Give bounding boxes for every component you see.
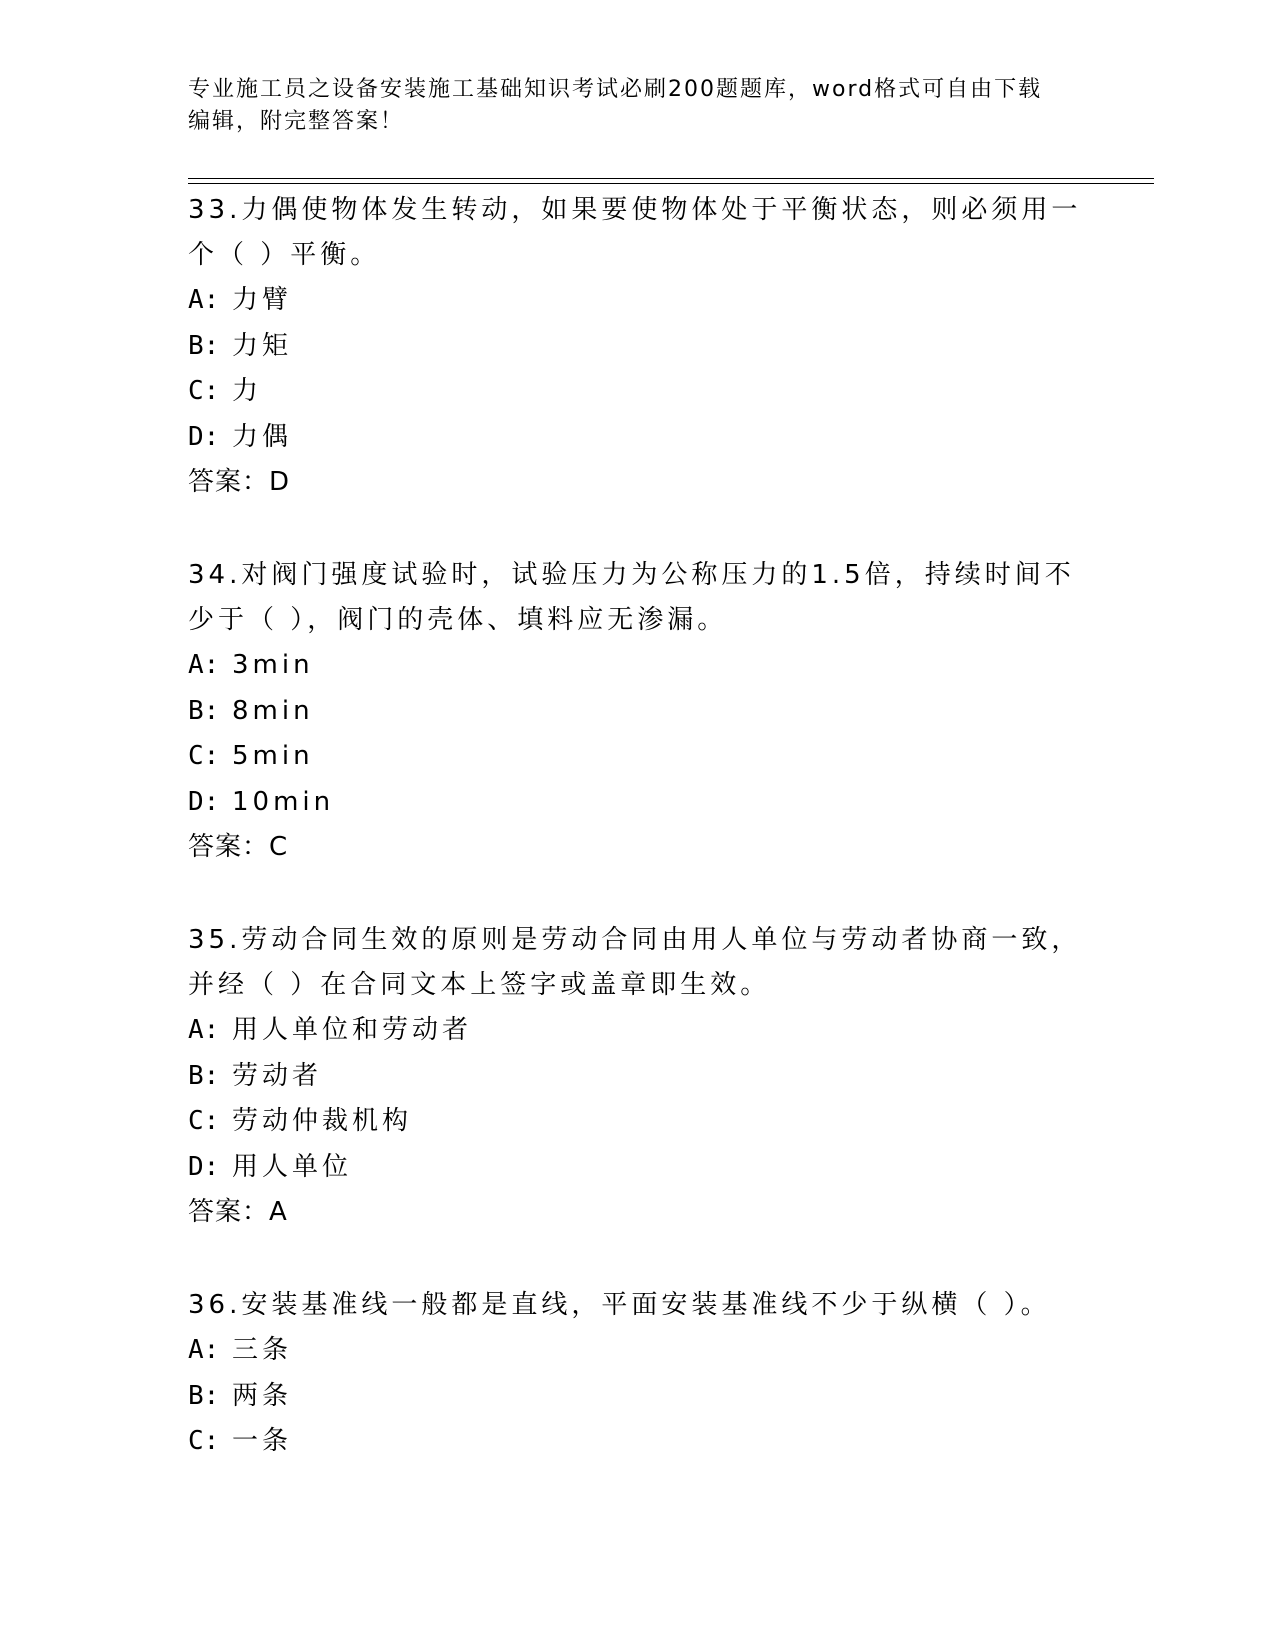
- option-text: 两条: [232, 1380, 293, 1411]
- option-letter: A:: [188, 1015, 220, 1045]
- option-text: 力臂: [232, 285, 293, 315]
- option-letter: C:: [188, 1426, 220, 1456]
- option-text: 3min: [232, 650, 314, 680]
- option-d: [188, 780, 1088, 826]
- option-text: 劳动仲裁机构: [232, 1106, 413, 1136]
- question-34: [188, 553, 1088, 870]
- option-letter: C:: [188, 376, 220, 406]
- option-c: [188, 734, 1088, 780]
- option-letter: B:: [188, 695, 220, 726]
- answer-line: 答案：D: [188, 467, 291, 497]
- answer-line: 答案：C: [188, 832, 289, 862]
- header-divider-top: [188, 178, 1154, 179]
- question-36: [188, 1283, 1088, 1465]
- option-c: [188, 1099, 1088, 1145]
- option-text: 劳动者: [232, 1060, 323, 1091]
- option-text: 力偶: [232, 421, 293, 452]
- header-title-line-2: 编辑，附完整答案！: [188, 109, 405, 134]
- option-text: 用人单位和劳动者: [232, 1015, 473, 1045]
- option-c: [188, 369, 1088, 415]
- question-stem: 34.对阀门强度试验时，试验压力为公称压力的1.5倍，持续时间不少于（ ），阀门的壳体、填料应无渗漏。: [188, 560, 1075, 635]
- option-letter: C:: [188, 741, 220, 771]
- option-letter: D:: [188, 786, 220, 817]
- question-35: [188, 918, 1088, 1235]
- option-a: [188, 1008, 1088, 1054]
- option-text: 三条: [232, 1335, 293, 1365]
- question-stem: 33.力偶使物体发生转动，如果要使物体处于平衡状态，则必须用一个（ ）平衡。: [188, 195, 1082, 270]
- option-letter: C:: [188, 1106, 220, 1136]
- option-b: [188, 689, 1088, 735]
- option-text: 8min: [232, 695, 314, 726]
- option-letter: B:: [188, 330, 220, 361]
- option-letter: B:: [188, 1060, 220, 1091]
- option-letter: B:: [188, 1380, 220, 1411]
- option-letter: D:: [188, 421, 220, 452]
- option-a: [188, 278, 1088, 324]
- option-text: 力: [232, 376, 263, 406]
- option-text: 力矩: [232, 330, 293, 361]
- option-c: [188, 1419, 1088, 1465]
- header-title-line-1: 专业施工员之设备安装施工基础知识考试必刷200题题库，word格式可自由下载: [188, 77, 1043, 102]
- answer-line: 答案：A: [188, 1197, 288, 1227]
- option-letter: A:: [188, 650, 220, 680]
- question-stem: 36.安装基准线一般都是直线，平面安装基准线不少于纵横（ ）。: [188, 1290, 1051, 1320]
- header-divider-bottom: [188, 183, 1154, 184]
- option-letter: A:: [188, 285, 220, 315]
- option-text: 5min: [232, 741, 314, 771]
- option-b: [188, 1054, 1088, 1100]
- option-letter: A:: [188, 1335, 220, 1365]
- question-33: [188, 188, 1088, 505]
- option-b: [188, 324, 1088, 370]
- option-b: [188, 1374, 1088, 1420]
- option-text: 一条: [232, 1426, 293, 1456]
- document-header: [188, 74, 1068, 138]
- option-letter: D:: [188, 1151, 220, 1182]
- option-d: [188, 1145, 1088, 1191]
- option-a: [188, 1328, 1088, 1374]
- option-d: [188, 415, 1088, 461]
- question-stem: 35.劳动合同生效的原则是劳动合同由用人单位与劳动者协商一致，并经（ ）在合同文本上签字或盖章即生效。: [188, 925, 1082, 1000]
- option-a: [188, 643, 1088, 689]
- option-text: 用人单位: [232, 1151, 353, 1182]
- option-text: 10min: [232, 786, 335, 817]
